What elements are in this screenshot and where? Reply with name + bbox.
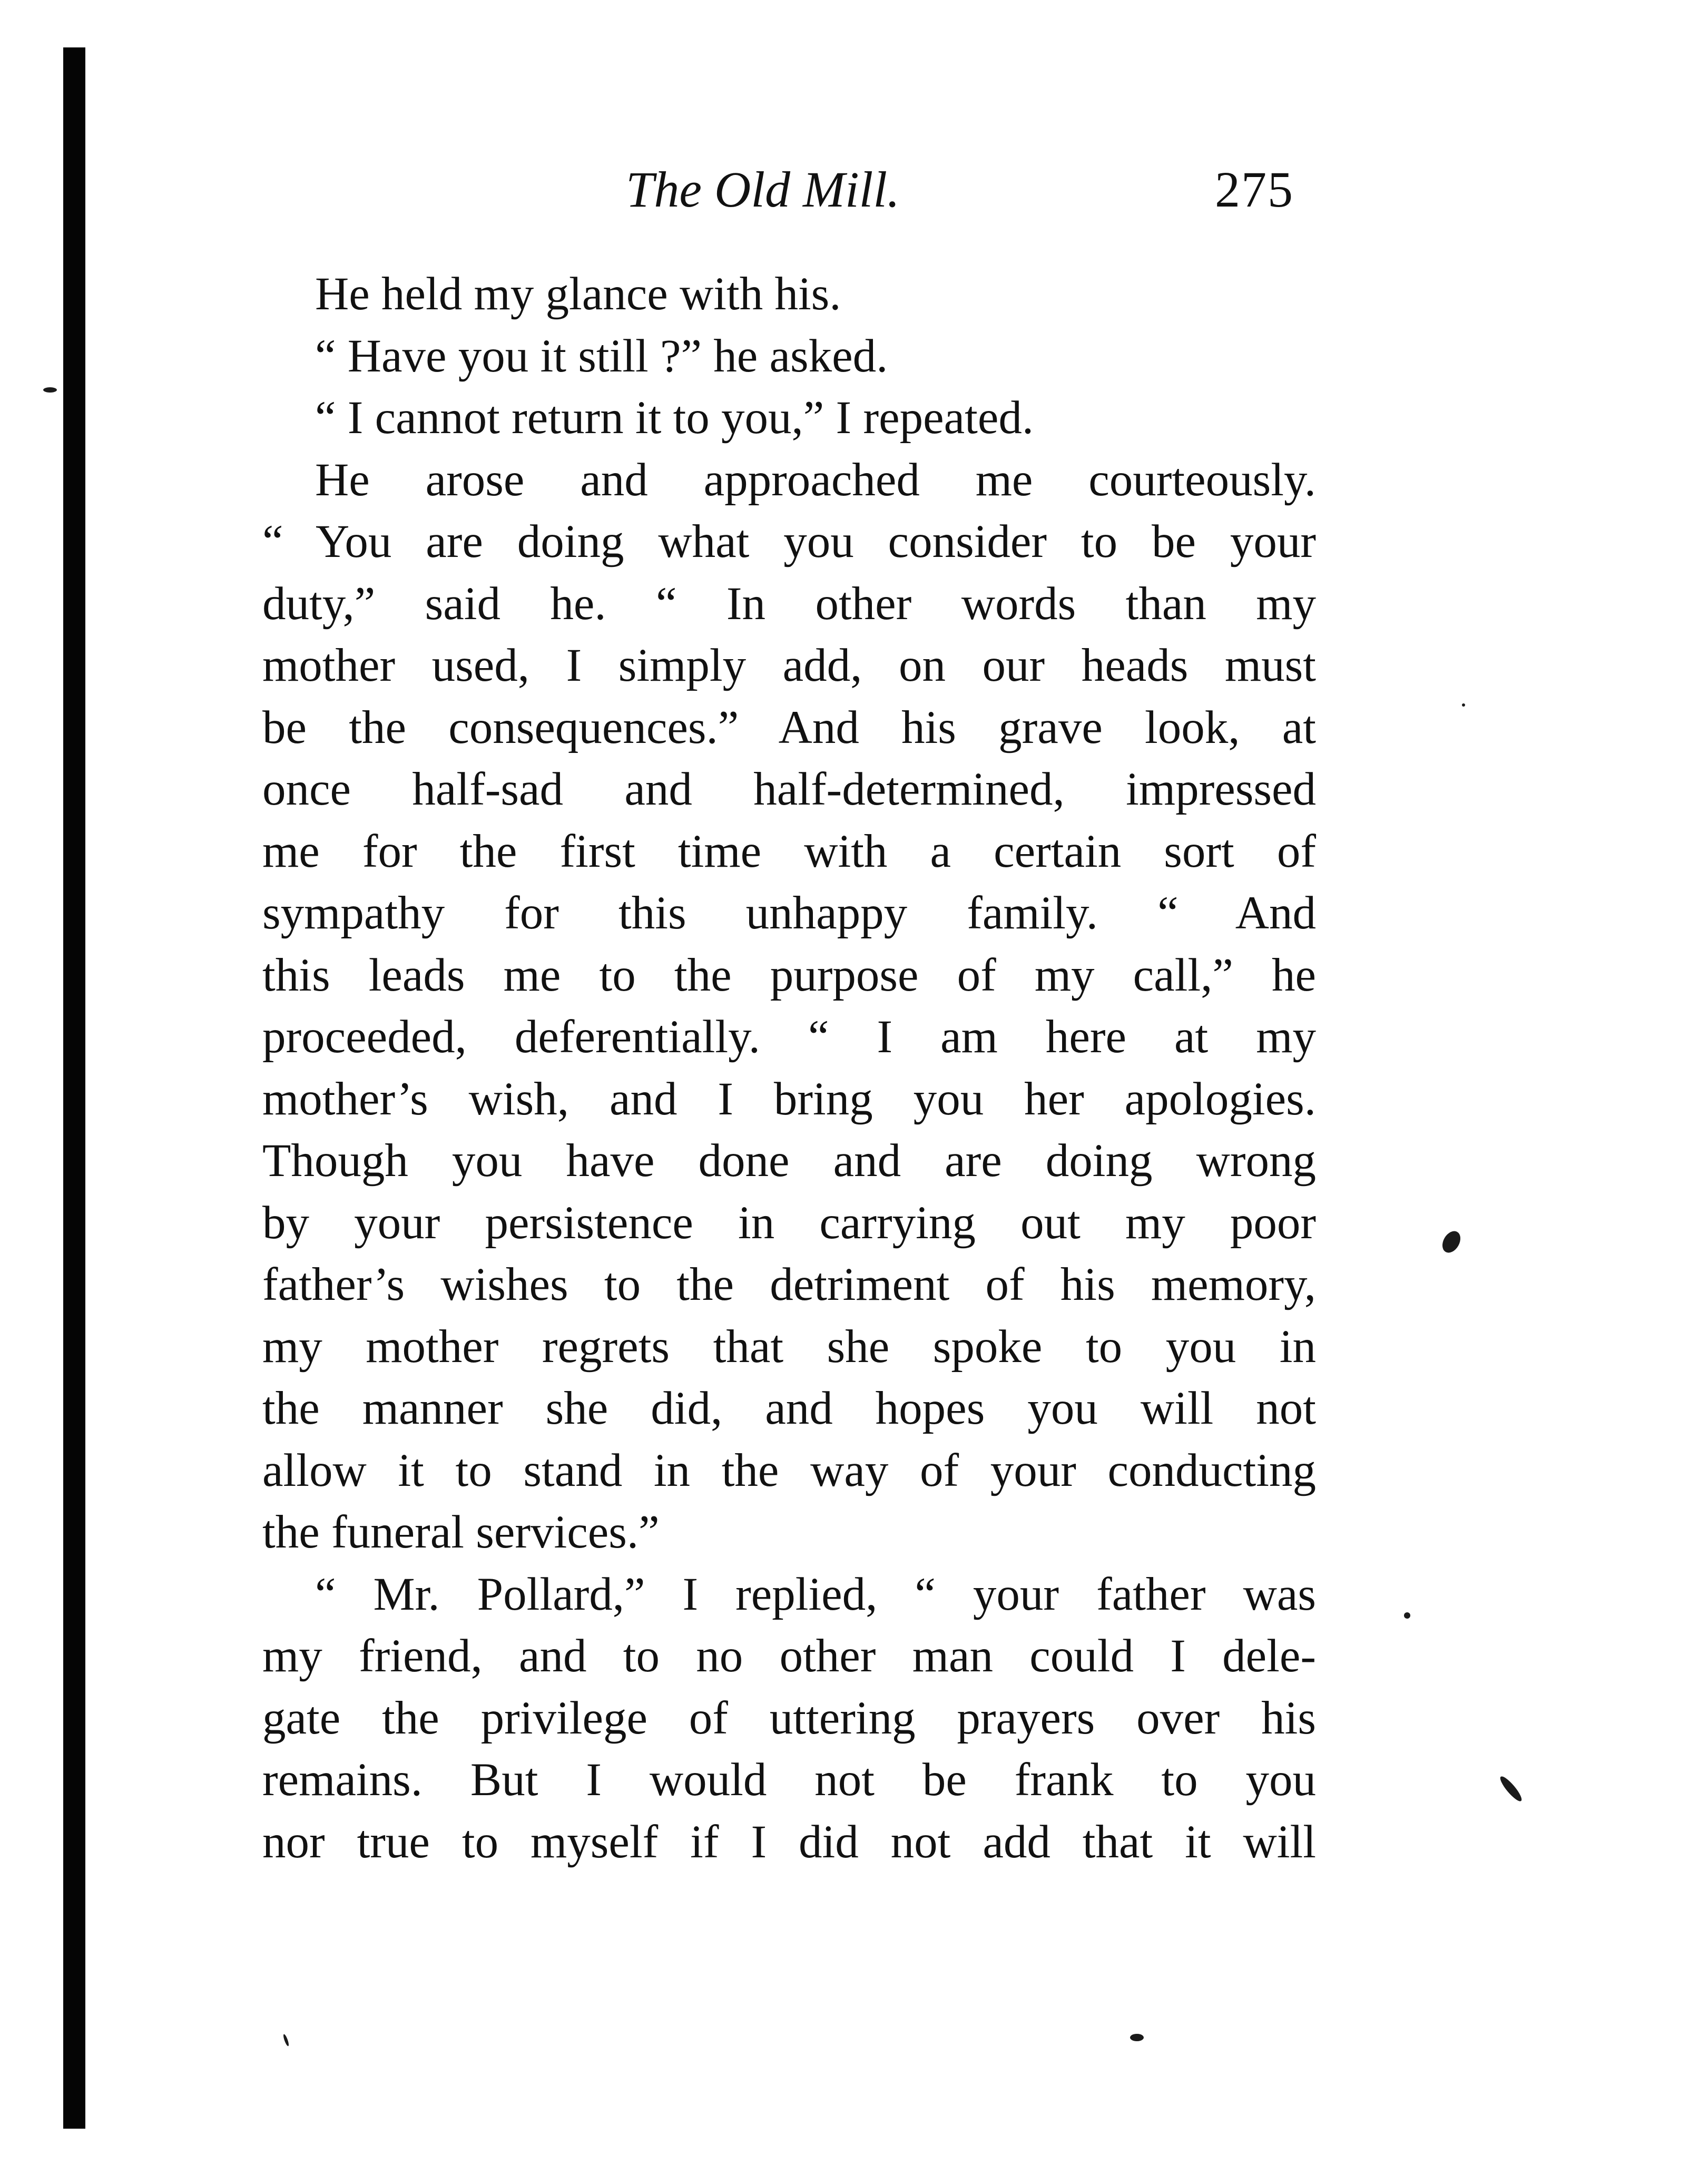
ink-speck xyxy=(1404,1612,1410,1619)
text-line: “ Mr. Pollard,” I replied, “ your father was xyxy=(315,1568,1316,1620)
ink-speck xyxy=(1439,1228,1464,1256)
text-line: my friend, and to no other man could I dele- xyxy=(262,1630,1316,1682)
ink-speck xyxy=(1498,1774,1525,1804)
text-line: once half-sad and half-determined, impressed xyxy=(262,763,1316,815)
text-line: this leads me to the purpose of my call,” he xyxy=(262,949,1316,1001)
text-line: He arose and approached me courteously. xyxy=(315,454,1316,506)
ink-speck xyxy=(282,2034,290,2047)
page-number: 275 xyxy=(1215,161,1294,218)
text-line: allow it to stand in the way of your conducting xyxy=(262,1444,1316,1496)
text-line: me for the first time with a certain sort of xyxy=(262,825,1316,877)
text-line: nor true to myself if I did not add that it will xyxy=(262,1816,1316,1868)
text-line: proceeded, deferentially. “ I am here at my xyxy=(262,1011,1316,1063)
text-line: by your persistence in carrying out my poor xyxy=(262,1197,1316,1249)
running-title: The Old Mill. xyxy=(626,161,900,218)
text-line: mother’s wish, and I bring you her apologies. xyxy=(262,1073,1316,1125)
text-line: father’s wishes to the detriment of his memory, xyxy=(262,1259,1316,1310)
text-line: “ Have you it still ?” he asked. xyxy=(315,330,888,382)
text-line: the funeral services.” xyxy=(262,1506,660,1558)
text-line: gate the privilege of uttering prayers over his xyxy=(262,1692,1316,1744)
text-line: the manner she did, and hopes you will not xyxy=(262,1383,1316,1434)
page-header xyxy=(262,150,1316,229)
text-line: mother used, I simply add, on our heads must xyxy=(262,640,1316,691)
page-text xyxy=(262,263,1316,1873)
text-line: my mother regrets that she spoke to you in xyxy=(262,1320,1316,1373)
ink-speck xyxy=(1462,703,1465,707)
text-line: sympathy for this unhappy family. “ And xyxy=(262,887,1316,939)
text-line: Though you have done and are doing wrong xyxy=(262,1135,1316,1187)
ink-speck xyxy=(43,387,57,393)
page-binding-edge xyxy=(63,47,85,2129)
text-line: He held my glance with his. xyxy=(315,268,841,320)
ink-speck xyxy=(1130,2034,1144,2041)
text-line: be the consequences.” And his grave look, at xyxy=(262,701,1316,753)
text-line: “ I cannot return it to you,” I repeated. xyxy=(315,392,1034,444)
text-line: “ You are doing what you consider to be your xyxy=(262,516,1316,567)
text-line: remains. But I would not be frank to you xyxy=(262,1754,1316,1806)
text-line: duty,” said he. “ In other words than my xyxy=(262,577,1316,630)
